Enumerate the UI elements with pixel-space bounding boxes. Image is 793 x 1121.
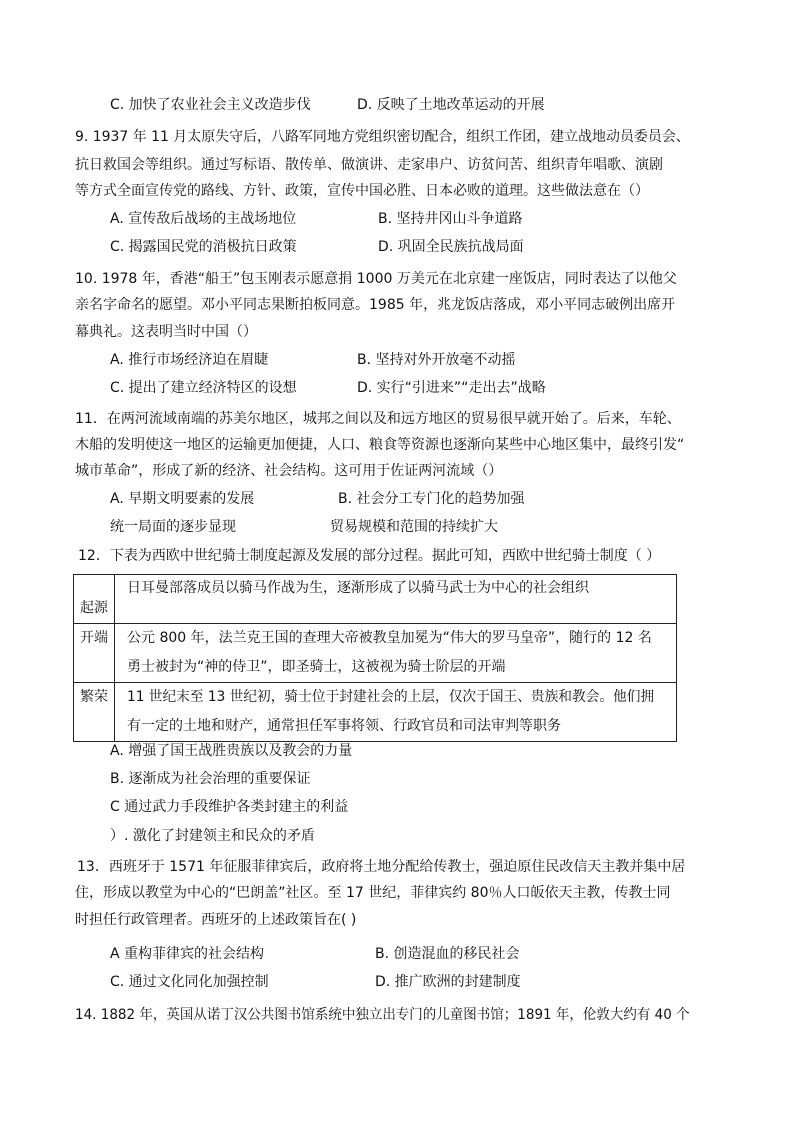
q11-stem-line-1: 11．在两河流域南端的苏美尔地区，城邦之间以及和远方地区的贸易很早就开始了。后来，车轮、 [75,411,681,427]
table-row [74,575,677,624]
q9-stem-line-3: 等方式全面宣传党的路线、方针、政策，宣传中国必胜、日本必败的道理。这些做法意在（） [75,183,649,199]
table-row [74,624,677,683]
q12-stem: 12．下表为西欧中世纪骑士制度起源及发展的部分过程。据此可知，西欧中世纪骑士制度（ ） [78,548,661,564]
q10-option-c: C. 提出了建立经济特区的设想 [110,380,297,396]
table-row-value-line: 有一定的土地和财产，通常担任军事将领、行政官员和司法审判等职务 [127,718,562,734]
q13-option-b: B. 创造混血的移民社会 [375,946,520,962]
q9-option-b: B. 坚持井冈山斗争道路 [378,211,523,227]
table-row-value-line: 日耳曼部落成员以骑马作战为生，逐渐形成了以骑马武士为中心的社会组织 [127,580,590,596]
q12-option-d: ）. 激化了封建领主和民众的矛盾 [110,828,315,844]
table-row-value-line: 勇士被封为“神的侍卫”，即圣骑士，这被视为骑士阶层的开端 [127,659,506,675]
q14-stem-line-1: 14. 1882 年，英国从诺丁汉公共图书馆系统中独立出专门的儿童图书馆；1891 年，伦敦大约有 40 个 [75,1007,690,1023]
q9-stem-line-1: 9. 1937 年 11 月太原失守后，八路军同地方党组织密切配合，组织工作团，建立战地动员委员会、 [75,129,690,145]
q12-option-a: A. 增强了国王战胜贵族以及教会的力量 [110,743,353,759]
table-row-value-line: 11 世纪末至 13 世纪初，骑士位于封建社会的上层，仅次于国王、贵族和教会。他们拥 [127,689,655,705]
q10-stem-line-1: 10. 1978 年，香港“船王”包玉刚表示愿意捐 1000 万美元在北京建一座饭店，同时表达了以他父 [75,271,677,287]
q10-option-a: A. 推行市场经济迫在眉睫 [110,352,269,368]
q13-option-a: A 重构菲律宾的社会结构 [110,946,265,962]
q10-stem-line-2: 亲名字命名的愿望。邓小平同志果断拍板同意。1985 年，兆龙饭店落成，邓小平同志破例出席开 [75,297,676,313]
q13-option-d: D. 推广欧洲的封建制度 [375,974,521,990]
q11-stem-line-2: 木船的发明使这一地区的运输更加便捷，人口、粮食等资源也逐渐向某些中心地区集中，最终引发“ [75,437,685,453]
q8-option-d: D. 反映了土地改革运动的开展 [357,97,545,113]
q9-stem-line-2: 抗日救国会等组织。通过写标语、散传单、做演讲、走家串户、访贫问苦、组织青年唱歌、演剧 [75,157,663,173]
q11-option-a: A. 早期文明要素的发展 [110,491,255,507]
q11-option-b: B. 社会分工专门化的趋势加强 [338,491,525,507]
q9-option-c: C. 揭露国民党的消极抗日政策 [110,239,297,255]
table-row-key: 起源 [74,575,115,624]
q13-stem-line-2: 住，形成以教堂为中心的“巴朗盖”社区。至 17 世纪，菲律宾约 80％人口皈依天主教，传教士同 [75,885,671,901]
q11-option-d: 贸易规模和范围的持续扩大 [330,519,498,535]
table-row-value [115,683,677,742]
q12-option-c: C 通过武力手段维护各类封建主的利益 [110,799,349,815]
q10-stem-line-3: 幕典礼。这表明当时中国（） [75,324,257,340]
table-row [74,683,677,742]
q9-option-d: D. 巩固全民族抗战局面 [378,239,524,255]
q8-option-c: C. 加快了农业社会主义改造步伐 [110,97,311,113]
q10-option-d: D. 实行“引进来”“走出去”战略 [357,380,546,396]
table-row-key: 繁荣 [74,683,115,742]
q11-stem-line-3: 城市革命”，形成了新的经济、社会结构。这可用于佐证两河流域（） [75,463,503,479]
q9-option-a: A. 宣传敌后战场的主战场地位 [110,211,297,227]
table-row-value-line: 公元 800 年，法兰克王国的查理大帝被教皇加冕为“伟大的罗马皇帝”，随行的 12 名 [127,630,652,646]
q10-option-b: B. 坚持对外开放毫不动摇 [357,352,516,368]
table-row-value [115,575,677,624]
table-row-key: 开端 [74,624,115,683]
knight-system-table [73,574,677,742]
q13-stem-line-3: 时担任行政管理者。西班牙的上述政策旨在( ) [75,912,357,928]
q11-option-c: 统一局面的逐步显现 [110,519,236,535]
q13-option-c: C. 通过文化同化加强控制 [110,974,269,990]
table-row-value [115,624,677,683]
q13-stem-line-1: 13．西班牙于 1571 年征服菲律宾后，政府将土地分配给传教士，强迫原住民改信天主教并集中居 [77,859,686,875]
q12-option-b: B. 逐渐成为社会治理的重要保证 [110,771,311,787]
